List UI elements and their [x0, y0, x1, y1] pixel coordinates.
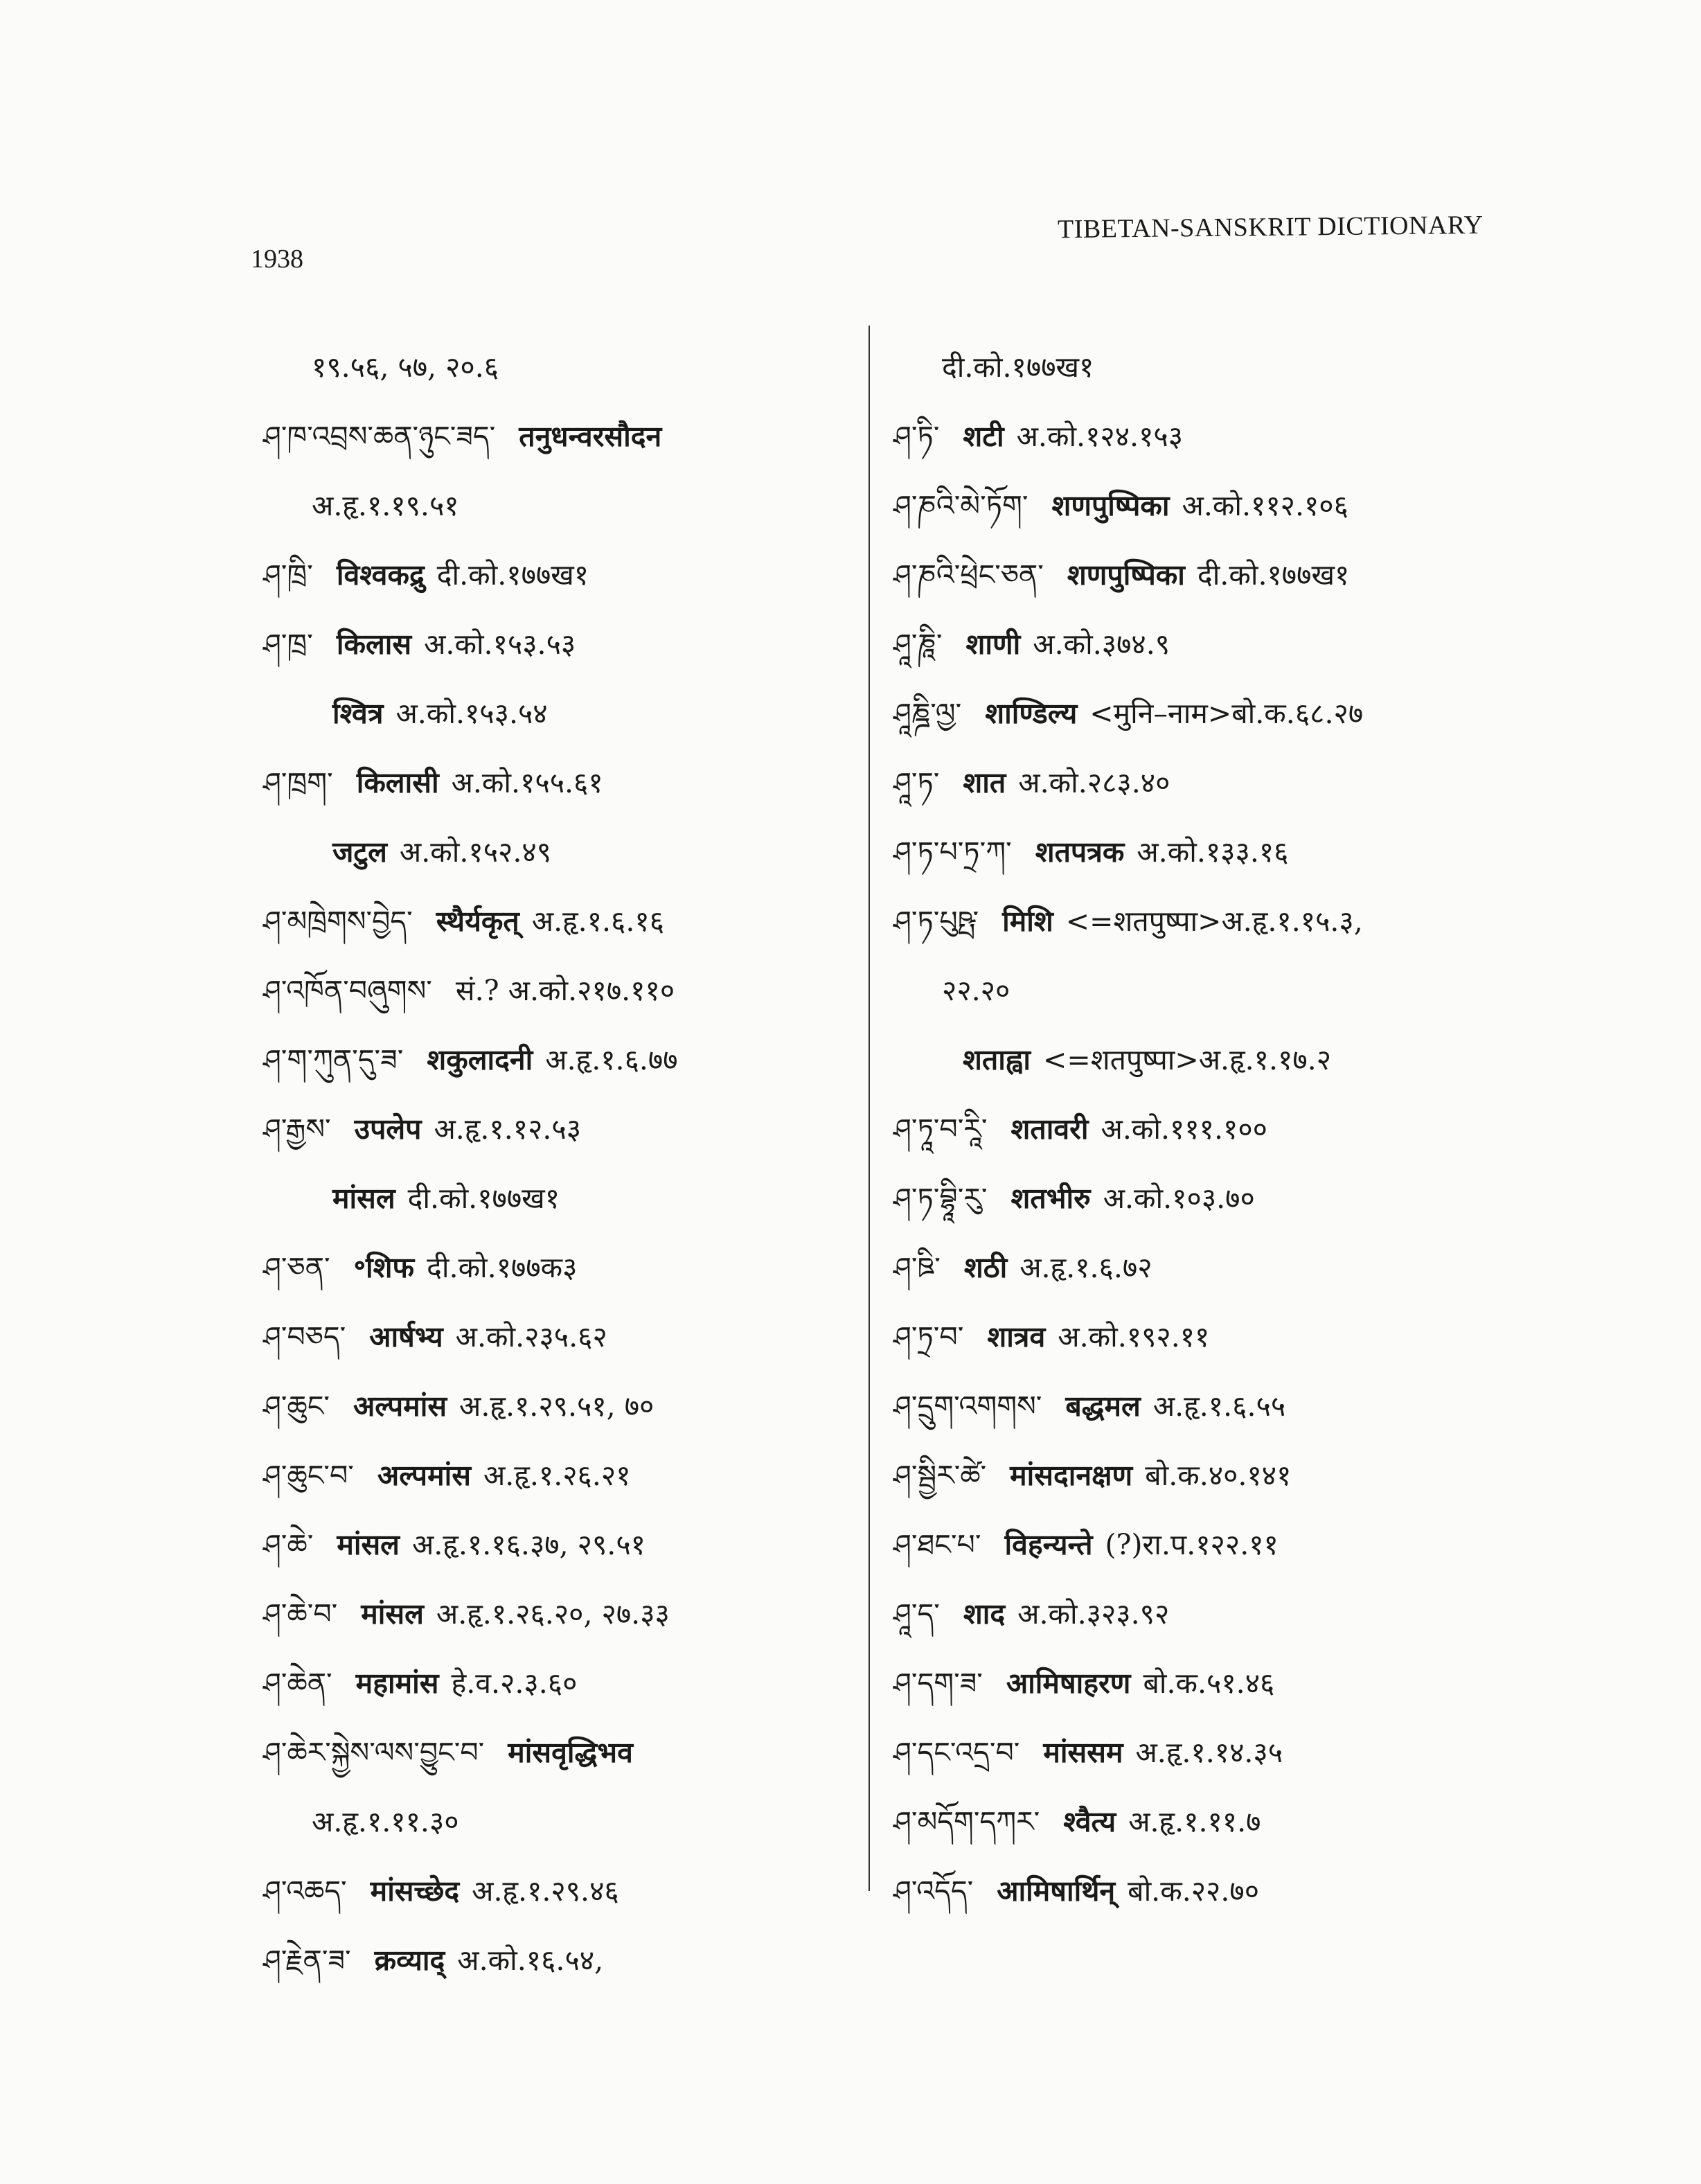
dictionary-entry [263, 1371, 845, 1441]
source-reference: दी.को.१७७क३ [427, 1251, 578, 1284]
source-reference: अ.को.११२.१०६ [1182, 489, 1348, 522]
source-reference: अ.हृ.१.२६.२०, २७.३३ [436, 1597, 670, 1631]
tibetan-headword: ཤ་དྲུག་འགགས་ [893, 1390, 1042, 1423]
source-reference: सं.? अ.को.२१७.११० [455, 974, 675, 1007]
tibetan-headword: ཤ་དང་འདྲ་བ་ [893, 1736, 1020, 1769]
tibetan-headword: ཤ་ཆེན་ [263, 1667, 332, 1700]
source-reference: अ.हृ.१.२६.२१ [483, 1459, 631, 1492]
source-reference: अ.हृ.१.२९.४६ [472, 1874, 619, 1908]
dictionary-entry [263, 1856, 845, 1926]
source-reference: अ.हृ.१.२९.५१, ७० [459, 1390, 654, 1423]
sanskrit-equivalent: मांसदानक्षण [1010, 1459, 1133, 1492]
tibetan-headword: ཤ་བཅད་ [263, 1320, 346, 1353]
sanskrit-equivalent: तनुधन्वरसौदन [519, 420, 662, 453]
dictionary-entry [263, 1649, 845, 1718]
sanskrit-equivalent: क्रव्याद् [374, 1944, 445, 1977]
tibetan-headword: ཤ་འདོད་ [893, 1874, 974, 1908]
sanskrit-equivalent: शणपुष्पिका [1067, 558, 1185, 592]
source-reference: अ.को.१५३.५३ [424, 628, 576, 661]
sanskrit-equivalent: मांसल [337, 1528, 400, 1561]
source-reference: अ.को.३२३.९२ [1017, 1597, 1170, 1631]
sanskrit-equivalent: मिशि [1002, 905, 1053, 938]
source-reference: हे.व.२.३.६० [451, 1667, 578, 1700]
dictionary-entry [263, 956, 845, 1025]
sanskrit-equivalent: आर्षभ्य [369, 1320, 443, 1353]
tibetan-headword: ཤཱཎྜི་ལྱ་ [893, 697, 962, 730]
dictionary-entry [263, 748, 845, 817]
tibetan-headword: ཤ་ཆུང་བ་ [263, 1459, 354, 1492]
dictionary-entry [263, 817, 845, 887]
sanskrit-equivalent: शतपत्रक [1035, 835, 1125, 869]
source-reference: अ.हृ.१.१९.५१ [312, 489, 459, 522]
dictionary-entry [263, 1233, 845, 1302]
tibetan-headword: ཤ་ཅན་ [263, 1251, 330, 1284]
left-column [263, 332, 845, 1995]
page-number: 1938 [251, 245, 303, 274]
tibetan-headword: ཤ་རྗེན་ཟ་ [263, 1944, 351, 1977]
dictionary-entry [893, 1371, 1517, 1441]
tibetan-headword: ཤ་ཏ་པུཥྤ་ [893, 905, 979, 938]
sanskrit-equivalent: शकुलादनी [427, 1043, 533, 1076]
source-reference: बो.क.५१.४६ [1143, 1667, 1275, 1700]
tibetan-headword: ཤ་ཆེ་བ་ [263, 1597, 338, 1631]
tibetan-headword: ཤ་ཏ་པ་ཏྲ་ཀ་ [893, 835, 1012, 869]
dictionary-entry [263, 1510, 845, 1579]
sanskrit-equivalent: ॰शिफ [353, 1251, 415, 1284]
sanskrit-equivalent: मांसल [361, 1597, 424, 1631]
dictionary-entry [263, 1787, 845, 1856]
source-reference: बो.क.४०.१४१ [1145, 1459, 1292, 1492]
dictionary-entry [263, 1094, 845, 1164]
sanskrit-equivalent: शाद [963, 1597, 1006, 1631]
tibetan-headword: ཤ་རྒྱས་ [263, 1112, 331, 1146]
source-reference: अ.को.१५२.४९ [399, 835, 552, 869]
sanskrit-equivalent: मांसवृद्धिभव [508, 1736, 633, 1769]
tibetan-headword: ཤཱ་ཏ་ [893, 766, 940, 799]
source-reference: अ.को.१११.१०० [1101, 1112, 1267, 1146]
source-reference: <=शतपुष्पा>अ.हृ.१.१७.२ [1043, 1043, 1332, 1076]
dictionary-entry [893, 817, 1517, 887]
source-reference: दी.को.१७७ख१ [436, 558, 589, 592]
source-reference: दी.को.१७७ख१ [942, 350, 1094, 384]
tibetan-headword: ཤ་ཏ་བྷཱི་རུ་ [893, 1182, 988, 1215]
sanskrit-equivalent: बद्धमल [1065, 1390, 1141, 1423]
tibetan-headword: ཤ་སྦྱིར་ཚེ་ [893, 1459, 987, 1492]
source-reference: अ.को.३७४.९ [1033, 628, 1170, 661]
dictionary-entry [263, 1718, 845, 1787]
sanskrit-equivalent: स्थैर्यकृत् [436, 905, 519, 938]
source-reference: अ.हृ.१.६.१६ [531, 905, 665, 938]
dictionary-entry [893, 332, 1517, 402]
dictionary-entry [893, 1510, 1517, 1579]
dictionary-entry [893, 402, 1517, 471]
dictionary-entry [893, 1718, 1517, 1787]
sanskrit-equivalent: शताह्वा [963, 1043, 1031, 1076]
tibetan-headword: ཤ་ཏཱ་བ་རཱི་ [893, 1112, 988, 1146]
source-reference: अ.हृ.१.११.३० [312, 1805, 459, 1838]
sanskrit-equivalent: शात [963, 766, 1006, 799]
sanskrit-equivalent: शणपुष्पिका [1051, 489, 1170, 522]
sanskrit-equivalent: किलास [336, 628, 412, 661]
sanskrit-equivalent: शतभीरु [1010, 1182, 1091, 1215]
source-reference: अ.को.२८३.४० [1018, 766, 1170, 799]
sanskrit-equivalent: शाण्डिल्य [985, 697, 1078, 730]
dictionary-entry [893, 1233, 1517, 1302]
sanskrit-equivalent: मांसच्छेद [370, 1874, 460, 1908]
tibetan-headword: ཤཱ་ཎཱི་ [893, 628, 943, 661]
dictionary-entry [893, 679, 1517, 748]
dictionary-entry [893, 748, 1517, 817]
sanskrit-equivalent: अल्पमांस [377, 1459, 471, 1492]
tibetan-headword: ཤ་ཏྲ་བ་ [893, 1320, 964, 1353]
dictionary-entry [893, 610, 1517, 679]
sanskrit-equivalent: महामांस [355, 1667, 439, 1700]
dictionary-entry [263, 679, 845, 748]
dictionary-entry [263, 1164, 845, 1233]
tibetan-headword: ཤ་ཁྲ་ [263, 628, 313, 661]
tibetan-headword: ཤ་ཎའི་མེ་ཏོག་ [893, 489, 1028, 522]
sanskrit-equivalent: जटुल [332, 835, 387, 869]
source-reference: अ.को.१६.५४, [457, 1944, 604, 1977]
dictionary-entry [263, 1441, 845, 1510]
sanskrit-equivalent: श्वैत्य [1063, 1805, 1116, 1838]
sanskrit-equivalent: शठी [963, 1251, 1008, 1284]
right-column [893, 332, 1517, 1926]
source-reference: १९.५६, ५७, २०.६ [312, 350, 499, 384]
source-reference: अ.हृ.१.१६.३७, २९.५१ [411, 1528, 645, 1561]
running-head: TIBETAN-SANSKRIT DICTIONARY [1058, 210, 1484, 245]
source-reference: अ.को.१२४.१५३ [1016, 420, 1184, 453]
dictionary-entry [893, 471, 1517, 540]
dictionary-entry [263, 1926, 845, 1995]
dictionary-entry [893, 1302, 1517, 1371]
tibetan-headword: ཤ་ཐང་པ་ [893, 1528, 981, 1561]
sanskrit-equivalent: श्वित्र [332, 697, 384, 730]
source-reference: २२.२० [942, 974, 1010, 1007]
tibetan-headword: ཤ་ཋི་ [893, 1251, 941, 1284]
source-reference: अ.हृ.१.६.५५ [1152, 1390, 1286, 1423]
tibetan-headword: ཤ་དག་ཟ་ [893, 1667, 983, 1700]
tibetan-headword: ཤ་ཁྲག་ [263, 766, 333, 799]
sanskrit-equivalent: विश्वकद्रु [336, 558, 425, 592]
dictionary-entry [263, 1302, 845, 1371]
sanskrit-equivalent: शात्रव [987, 1320, 1046, 1353]
dictionary-entry [893, 1787, 1517, 1856]
source-reference: अ.को.१५५.६१ [451, 766, 603, 799]
source-reference: अ.हृ.१.१४.३५ [1135, 1736, 1283, 1769]
tibetan-headword: ཤ་ཎའི་ཕྲེང་ཅན་ [893, 558, 1044, 592]
source-reference: अ.को.१९२.११ [1058, 1320, 1210, 1353]
source-reference: <=शतपुष्पा>अ.हृ.१.१५.३, [1065, 905, 1363, 938]
source-reference: अ.हृ.१.१२.५३ [434, 1112, 582, 1146]
dictionary-entry [263, 1579, 845, 1649]
tibetan-headword: ཤཱ་ད་ [893, 1597, 940, 1631]
dictionary-entry [263, 471, 845, 540]
dictionary-entry [263, 402, 845, 471]
dictionary-entry [893, 540, 1517, 610]
sanskrit-equivalent: शाणी [965, 628, 1021, 661]
source-reference: अ.हृ.१.११.७ [1128, 1805, 1261, 1838]
sanskrit-equivalent: किलासी [356, 766, 439, 799]
tibetan-headword: ཤ་མཁྲེགས་བྱེད་ [263, 905, 413, 938]
dictionary-entry [263, 540, 845, 610]
dictionary-entry [893, 1649, 1517, 1718]
sanskrit-equivalent: उपलेप [354, 1112, 422, 1146]
tibetan-headword: ཤ་ག་ཀུན་དུ་ཟ་ [263, 1043, 404, 1076]
source-reference: अ.हृ.१.६.७७ [545, 1043, 678, 1076]
tibetan-headword: ཤ་ཏི་ [893, 420, 940, 453]
source-reference: <मुनि–नाम>बो.क.६८.२७ [1089, 697, 1364, 730]
dictionary-entry [263, 1025, 845, 1094]
sanskrit-equivalent: शटी [963, 420, 1004, 453]
tibetan-headword: ཤ་ཁ་འབྲས་ཆན་ཉུང་ཟད་ [263, 420, 496, 453]
dictionary-entry [893, 1856, 1517, 1926]
sanskrit-equivalent: मांससम [1043, 1736, 1123, 1769]
dictionary-entry [263, 610, 845, 679]
tibetan-headword: ཤ་ཆེ་ [263, 1528, 314, 1561]
sanskrit-equivalent: अल्पमांस [353, 1390, 447, 1423]
source-reference: अ.को.२३५.६२ [455, 1320, 607, 1353]
source-reference: (?)रा.प.१२२.११ [1105, 1528, 1279, 1561]
tibetan-headword: ཤ་འཁོན་བཞུགས་ [263, 974, 432, 1007]
dictionary-entry [893, 1441, 1517, 1510]
sanskrit-equivalent: मांसल [332, 1182, 395, 1215]
source-reference: दी.को.१७७ख१ [407, 1182, 560, 1215]
sanskrit-equivalent: शतावरी [1010, 1112, 1089, 1146]
tibetan-headword: ཤ་ཆེར་སྐྱེས་ལས་བྱུང་བ་ [263, 1736, 485, 1769]
sanskrit-equivalent: आमिषाहरण [1006, 1667, 1131, 1700]
dictionary-entry [263, 887, 845, 956]
dictionary-entry [893, 1164, 1517, 1233]
dictionary-entry [893, 887, 1517, 956]
dictionary-entry [893, 1579, 1517, 1649]
source-reference: दी.को.१७७ख१ [1197, 558, 1350, 592]
tibetan-headword: ཤ་ཆུང་ [263, 1390, 330, 1423]
tibetan-headword: ཤ་འཆད་ [263, 1874, 347, 1908]
source-reference: बो.क.२२.७० [1128, 1874, 1260, 1908]
dictionary-entry [263, 332, 845, 402]
column-divider [869, 326, 870, 1891]
tibetan-headword: ཤ་ཁྲི་ [263, 558, 313, 592]
dictionary-entry [893, 1025, 1517, 1094]
source-reference: अ.हृ.१.६.७२ [1019, 1251, 1152, 1284]
source-reference: अ.को.१३३.१६ [1137, 835, 1289, 869]
source-reference: अ.को.१०३.७० [1103, 1182, 1255, 1215]
source-reference: अ.को.१५३.५४ [395, 697, 548, 730]
sanskrit-equivalent: आमिषार्थिन् [997, 1874, 1116, 1908]
dictionary-entry [893, 956, 1517, 1025]
tibetan-headword: ཤ་མདོག་དཀར་ [893, 1805, 1040, 1838]
sanskrit-equivalent: विहन्यन्ते [1004, 1528, 1093, 1561]
dictionary-entry [893, 1094, 1517, 1164]
